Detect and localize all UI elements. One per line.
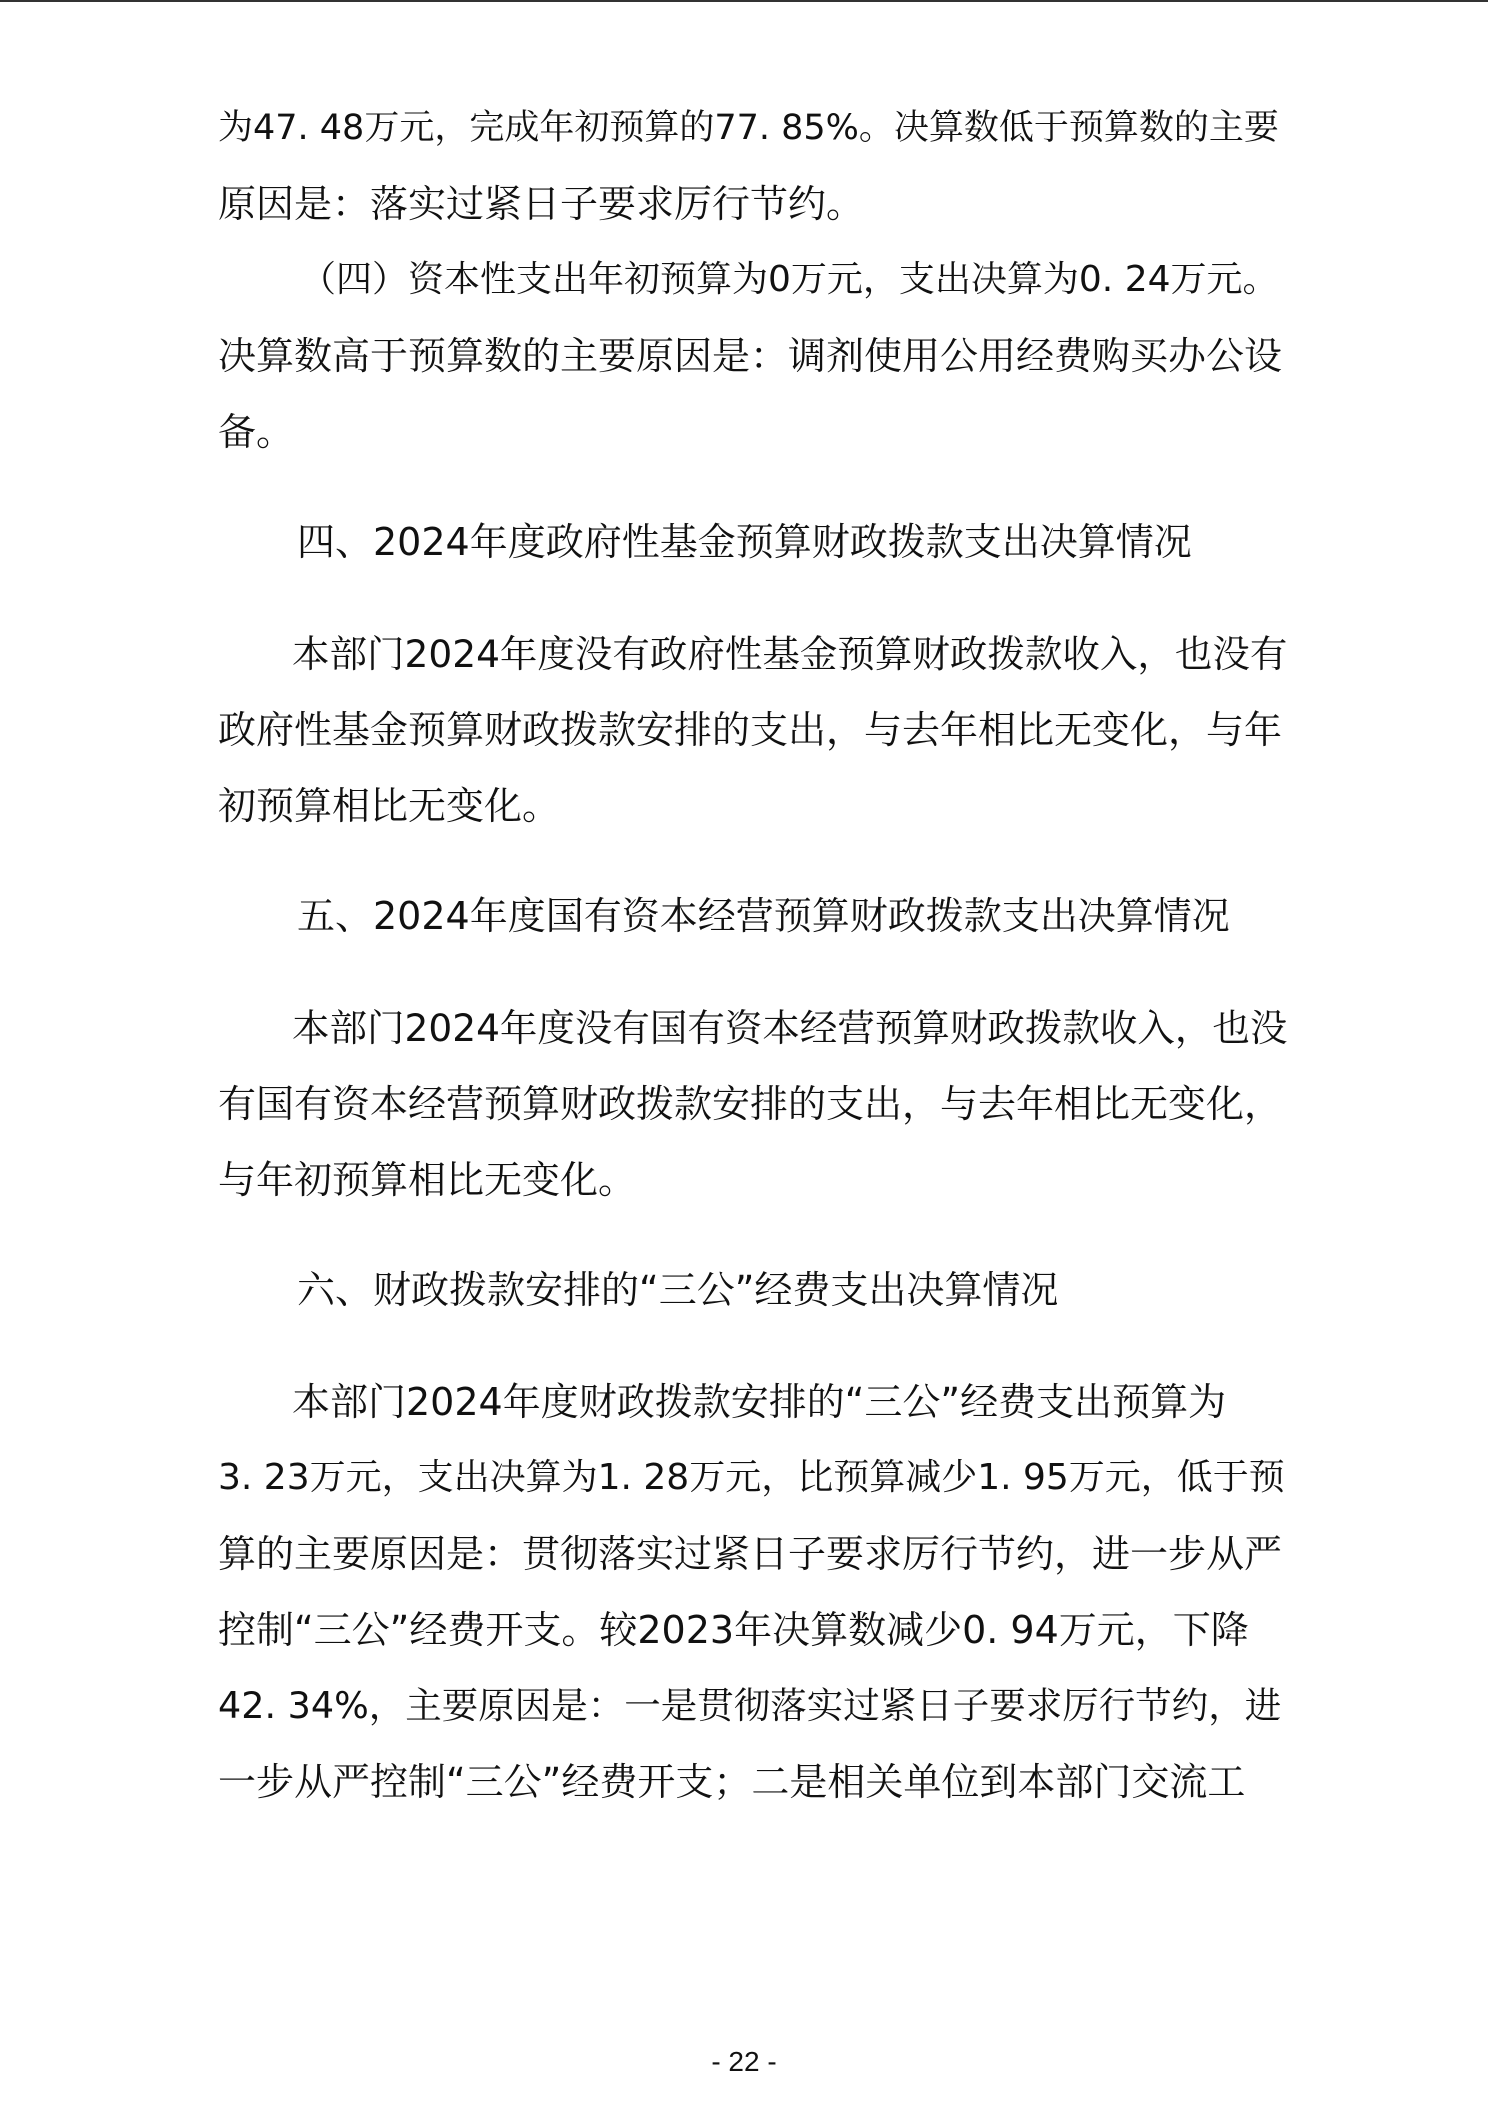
paragraph-line: 初预算相比无变化。 (218, 784, 561, 828)
paragraph-line: 有国有资本经营预算财政拨款安排的支出，与去年相比无变化， (218, 1082, 1283, 1126)
paragraph-line: 本部门2024年度财政拨款安排的“三公”经费支出预算为 (292, 1380, 1227, 1424)
paragraph-line: 控制“三公”经费开支。较2023年决算数减少0. 94万元，下降 (218, 1608, 1249, 1652)
paragraph-line: 算的主要原因是：贯彻落实过紧日子要求厉行节约，进一步从严 (218, 1532, 1283, 1576)
paragraph-line: 一步从严控制“三公”经费开支；二是相关单位到本部门交流工 (218, 1760, 1246, 1804)
page-number: - 22 - (711, 2046, 777, 2077)
paragraph-line: 3. 23万元，支出决算为1. 28万元，比预算减少1. 95万元，低于预 (218, 1457, 1285, 1498)
paragraph-line: 本部门2024年度没有国有资本经营预算财政拨款收入，也没 (292, 1006, 1288, 1050)
paragraph-line: 本部门2024年度没有政府性基金预算财政拨款收入，也没有 (292, 632, 1288, 676)
paragraph-line: 42. 34%，主要原因是：一是贯彻落实过紧日子要求厉行节约，进 (218, 1684, 1282, 1727)
paragraph-line: 备。 (218, 410, 295, 454)
section-heading-6: 六、财政拨款安排的“三公”经费支出决算情况 (297, 1268, 1059, 1312)
paragraph-line: 为47. 48万元，完成年初预算的77. 85%。决算数低于预算数的主要 (218, 108, 1279, 148)
section-heading-5: 五、2024年度国有资本经营预算财政拨款支出决算情况 (297, 894, 1230, 938)
section-heading-4: 四、2024年度政府性基金预算财政拨款支出决算情况 (297, 520, 1192, 564)
paragraph-line: （四）资本性支出年初预算为0万元，支出决算为0. 24万元。 (300, 259, 1279, 300)
paragraph-line: 政府性基金预算财政拨款安排的支出，与去年相比无变化，与年 (218, 708, 1283, 752)
paragraph-line: 决算数高于预算数的主要原因是：调剂使用公用经费购买办公设 (218, 334, 1283, 378)
paragraph-line: 原因是：落实过紧日子要求厉行节约。 (218, 182, 865, 226)
paragraph-line: 与年初预算相比无变化。 (218, 1158, 637, 1202)
